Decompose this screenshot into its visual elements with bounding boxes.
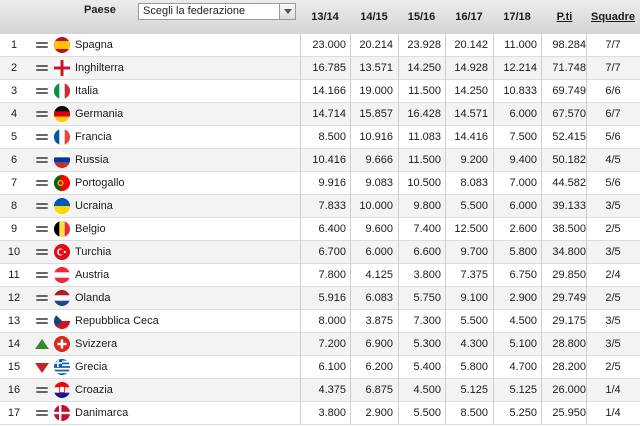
- score-1516: 5.500: [413, 407, 441, 419]
- score-1617: 8.500: [460, 407, 488, 419]
- points-cell: 28.200: [552, 361, 586, 373]
- score-1516: 4.500: [413, 384, 441, 396]
- country-name[interactable]: Austria: [75, 269, 110, 281]
- score-1718: 12.214: [503, 62, 537, 74]
- germany-flag-icon: [54, 106, 70, 122]
- score-1516: 5.300: [413, 338, 441, 350]
- greece-flag-icon: [54, 359, 70, 375]
- score-1314: 8.000: [318, 315, 346, 327]
- table-header: [0, 0, 640, 35]
- rank-cell: 7: [10, 177, 18, 189]
- teams-cell: 6/6: [605, 85, 621, 97]
- column-divider: [445, 34, 446, 425]
- points-cell: 67.570: [552, 108, 586, 120]
- teams-cell: 3/5: [605, 315, 621, 327]
- teams-cell: 5/6: [605, 177, 621, 189]
- trend-same-icon: [35, 155, 49, 166]
- trend-same-icon: [35, 270, 49, 281]
- ukraine-flag-icon: [54, 198, 70, 214]
- score-1314: 10.416: [312, 154, 346, 166]
- teams-cell: 2/5: [605, 292, 621, 304]
- score-1718: 11.000: [504, 39, 537, 51]
- score-1314: 16.785: [312, 62, 346, 74]
- trend-same-icon: [35, 224, 49, 235]
- score-1415: 10.916: [359, 131, 393, 143]
- teams-cell: 6/7: [605, 108, 621, 120]
- score-1617: 9.700: [460, 246, 488, 258]
- score-1718: 5.100: [509, 338, 537, 350]
- score-1718: 2.600: [509, 223, 537, 235]
- points-cell: 26.000: [552, 384, 586, 396]
- table-row[interactable]: [0, 172, 640, 195]
- country-name[interactable]: Olanda: [75, 292, 111, 304]
- score-1617: 5.500: [460, 315, 488, 327]
- points-cell: 29.850: [552, 269, 586, 281]
- score-1718: 6.000: [509, 108, 537, 120]
- score-1314: 8.500: [318, 131, 346, 143]
- score-1516: 14.250: [407, 62, 441, 74]
- rank-cell: 9: [10, 223, 18, 235]
- teams-cell: 3/5: [605, 200, 621, 212]
- table-row[interactable]: [0, 241, 640, 264]
- trend-same-icon: [35, 63, 49, 74]
- trend-same-icon: [35, 132, 49, 143]
- score-1516: 11.500: [408, 154, 441, 166]
- column-divider: [493, 34, 494, 425]
- score-1314: 4.375: [318, 384, 346, 396]
- teams-cell: 2/5: [605, 223, 621, 235]
- table-row[interactable]: [0, 333, 640, 356]
- score-1617: 14.416: [454, 131, 488, 143]
- score-1415: 6.083: [365, 292, 393, 304]
- score-1516: 11.083: [408, 131, 441, 143]
- country-name[interactable]: Svizzera: [75, 338, 118, 350]
- denmark-flag-icon: [54, 405, 70, 421]
- table-row[interactable]: [0, 287, 640, 310]
- table-row[interactable]: [0, 80, 640, 103]
- score-1415: 13.571: [359, 62, 393, 74]
- rank-cell: 2: [10, 62, 18, 74]
- table-row[interactable]: [0, 356, 640, 379]
- trend-same-icon: [35, 201, 49, 212]
- score-1516: 3.800: [413, 269, 441, 281]
- spain-flag-icon: [54, 37, 70, 53]
- score-1415: 6.900: [365, 338, 393, 350]
- trend-up-icon: [35, 339, 49, 350]
- score-1617: 7.375: [460, 269, 488, 281]
- trend-same-icon: [35, 40, 49, 51]
- score-1314: 7.833: [318, 200, 346, 212]
- column-header-1617[interactable]: 16/17: [455, 11, 483, 23]
- trend-same-icon: [35, 178, 49, 189]
- switzerland-flag-icon: [54, 336, 70, 352]
- teams-cell: 2/5: [605, 361, 621, 373]
- score-1718: 2.900: [509, 292, 537, 304]
- italy-flag-icon: [54, 83, 70, 99]
- score-1718: 5.250: [509, 407, 537, 419]
- score-1516: 11.500: [408, 85, 441, 97]
- rank-cell: 4: [10, 108, 18, 120]
- points-cell: 44.582: [552, 177, 586, 189]
- teams-cell: 7/7: [605, 62, 621, 74]
- score-1415: 6.000: [365, 246, 393, 258]
- score-1516: 5.750: [413, 292, 441, 304]
- rank-cell: 13: [7, 315, 21, 327]
- score-1415: 4.125: [365, 269, 393, 281]
- country-name[interactable]: Belgio: [75, 223, 106, 235]
- points-cell: 29.749: [552, 292, 586, 304]
- score-1718: 7.000: [509, 177, 537, 189]
- score-1718: 10.833: [503, 85, 537, 97]
- score-1516: 7.400: [413, 223, 441, 235]
- trend-same-icon: [35, 293, 49, 304]
- score-1617: 5.500: [460, 200, 488, 212]
- score-1314: 5.916: [318, 292, 346, 304]
- france-flag-icon: [54, 129, 70, 145]
- column-header-1415[interactable]: 14/15: [360, 11, 388, 23]
- score-1314: 14.714: [312, 108, 346, 120]
- teams-cell: 1/4: [605, 384, 621, 396]
- column-divider: [541, 34, 542, 425]
- country-name[interactable]: Russia: [75, 154, 109, 166]
- table-row[interactable]: [0, 264, 640, 287]
- turkey-flag-icon: [54, 244, 70, 260]
- teams-cell: 3/5: [605, 246, 621, 258]
- country-name[interactable]: Repubblica Ceca: [75, 315, 159, 327]
- score-1314: 6.100: [318, 361, 346, 373]
- points-cell: 71.748: [552, 62, 586, 74]
- score-1516: 16.428: [407, 108, 441, 120]
- table-row[interactable]: [0, 57, 640, 80]
- rank-cell: 5: [10, 131, 18, 143]
- score-1415: 6.875: [365, 384, 393, 396]
- table-row[interactable]: [0, 379, 640, 402]
- rank-cell: 6: [10, 154, 18, 166]
- trend-same-icon: [35, 86, 49, 97]
- england-flag-icon: [54, 60, 70, 76]
- table-row[interactable]: [0, 149, 640, 172]
- score-1516: 10.500: [407, 177, 441, 189]
- points-cell: 28.800: [552, 338, 586, 350]
- score-1314: 23.000: [312, 39, 346, 51]
- score-1415: 9.600: [365, 223, 393, 235]
- score-1415: 20.214: [359, 39, 393, 51]
- points-cell: 52.415: [552, 131, 586, 143]
- score-1617: 20.142: [454, 39, 488, 51]
- country-name[interactable]: Danimarca: [75, 407, 129, 419]
- score-1516: 5.400: [413, 361, 441, 373]
- belgium-flag-icon: [54, 221, 70, 237]
- score-1617: 14.928: [454, 62, 488, 74]
- points-cell: 34.800: [552, 246, 586, 258]
- chevron-down-icon[interactable]: [279, 4, 295, 19]
- russia-flag-icon: [54, 152, 70, 168]
- score-1415: 9.666: [365, 154, 393, 166]
- score-1718: 4.700: [509, 361, 537, 373]
- table-body: [0, 34, 640, 425]
- rank-cell: 11: [8, 269, 20, 281]
- score-1718: 6.000: [509, 200, 537, 212]
- teams-cell: 5/6: [605, 131, 621, 143]
- score-1415: 10.000: [359, 200, 393, 212]
- points-cell: 98.284: [552, 39, 586, 51]
- country-name[interactable]: Spagna: [75, 39, 113, 51]
- rank-cell: 12: [7, 292, 21, 304]
- score-1516: 7.300: [413, 315, 441, 327]
- column-divider: [586, 34, 587, 425]
- teams-cell: 7/7: [605, 39, 621, 51]
- table-row[interactable]: [0, 218, 640, 241]
- score-1617: 4.300: [460, 338, 488, 350]
- points-cell: 69.749: [552, 85, 586, 97]
- trend-down-icon: [35, 362, 49, 373]
- score-1617: 8.083: [460, 177, 488, 189]
- austria-flag-icon: [54, 267, 70, 283]
- score-1415: 6.200: [365, 361, 393, 373]
- score-1718: 7.500: [509, 131, 537, 143]
- score-1314: 9.916: [318, 177, 346, 189]
- netherlands-flag-icon: [54, 290, 70, 306]
- score-1617: 5.800: [460, 361, 488, 373]
- column-header-1314[interactable]: 13/14: [311, 11, 339, 23]
- teams-cell: 1/4: [605, 407, 621, 419]
- rank-cell: 10: [7, 246, 21, 258]
- column-header-teams[interactable]: Squadre: [590, 11, 635, 23]
- score-1415: 3.875: [365, 315, 393, 327]
- portugal-flag-icon: [54, 175, 70, 191]
- country-name[interactable]: Francia: [75, 131, 112, 143]
- rank-cell: 17: [7, 407, 21, 419]
- country-name[interactable]: Portogallo: [75, 177, 125, 189]
- column-divider: [398, 34, 399, 425]
- rank-cell: 1: [10, 39, 18, 51]
- score-1415: 9.083: [365, 177, 393, 189]
- points-cell: 25.950: [552, 407, 586, 419]
- rank-cell: 14: [7, 338, 21, 350]
- country-name[interactable]: Turchia: [75, 246, 112, 258]
- score-1718: 4.500: [509, 315, 537, 327]
- trend-same-icon: [35, 385, 49, 396]
- table-row[interactable]: [0, 402, 640, 425]
- score-1314: 14.166: [312, 85, 346, 97]
- score-1314: 6.700: [318, 246, 346, 258]
- score-1617: 5.125: [460, 384, 488, 396]
- rank-cell: 8: [10, 200, 18, 212]
- teams-cell: 4/5: [605, 154, 621, 166]
- table-row[interactable]: [0, 126, 640, 149]
- score-1415: 15.857: [359, 108, 393, 120]
- score-1718: 5.800: [509, 246, 537, 258]
- teams-cell: 2/4: [605, 269, 621, 281]
- teams-cell: 3/5: [605, 338, 621, 350]
- score-1516: 6.600: [413, 246, 441, 258]
- rank-cell: 15: [7, 361, 21, 373]
- points-cell: 38.500: [552, 223, 586, 235]
- rank-cell: 3: [10, 85, 18, 97]
- table-row[interactable]: [0, 103, 640, 126]
- points-cell: 39.133: [552, 200, 586, 212]
- table-row[interactable]: [0, 34, 640, 57]
- score-1516: 23.928: [407, 39, 441, 51]
- country-name[interactable]: Italia: [75, 85, 99, 97]
- country-name[interactable]: Croazia: [75, 384, 113, 396]
- federation-select[interactable]: [138, 3, 296, 20]
- country-name[interactable]: Germania: [75, 108, 124, 120]
- trend-same-icon: [35, 109, 49, 120]
- points-cell: 50.182: [552, 154, 586, 166]
- score-1617: 9.200: [460, 154, 488, 166]
- column-header-1516[interactable]: 15/16: [407, 11, 436, 23]
- column-divider: [350, 34, 351, 425]
- score-1314: 7.200: [318, 338, 346, 350]
- points-cell: 29.175: [552, 315, 586, 327]
- score-1617: 14.571: [454, 108, 488, 120]
- score-1718: 5.125: [509, 384, 537, 396]
- country-name[interactable]: Grecia: [75, 361, 108, 373]
- score-1415: 19.000: [359, 85, 393, 97]
- trend-same-icon: [35, 247, 49, 258]
- rank-cell: 16: [7, 384, 21, 396]
- croatia-flag-icon: [54, 382, 70, 398]
- column-header-points[interactable]: P.ti: [556, 11, 573, 23]
- score-1617: 14.250: [454, 85, 488, 97]
- score-1516: 9.800: [413, 200, 441, 212]
- score-1718: 9.400: [509, 154, 537, 166]
- column-header-1718[interactable]: 17/18: [503, 11, 531, 23]
- score-1617: 12.500: [454, 223, 488, 235]
- trend-same-icon: [35, 408, 49, 419]
- country-name[interactable]: Inghilterra: [75, 62, 124, 74]
- score-1718: 6.750: [509, 269, 537, 281]
- score-1314: 7.800: [318, 269, 346, 281]
- score-1415: 2.900: [365, 407, 393, 419]
- score-1617: 9.100: [460, 292, 488, 304]
- column-divider: [300, 34, 301, 425]
- score-1314: 6.400: [318, 223, 346, 235]
- table-row[interactable]: [0, 310, 640, 333]
- table-row[interactable]: [0, 195, 640, 218]
- czech-flag-icon: [54, 313, 70, 329]
- score-1314: 3.800: [318, 407, 346, 419]
- federation-select-value: Scegli la federazione: [143, 5, 246, 17]
- country-column-header: Paese: [84, 4, 116, 16]
- trend-same-icon: [35, 316, 49, 327]
- country-name[interactable]: Ucraina: [75, 200, 113, 212]
